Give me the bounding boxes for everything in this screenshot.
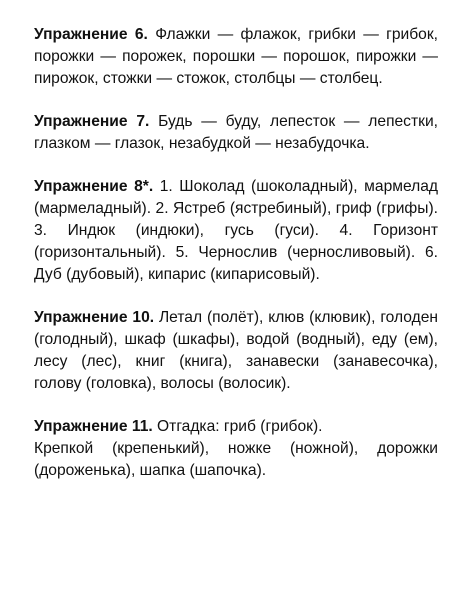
exercise-10-title: Упражнение 10.	[34, 309, 155, 326]
exercise-7-text: Будь — буду, лепесток — лепестки, глазком — глазок, незабудкой — незабудочка.	[34, 113, 438, 152]
exercise-6-text: Флажки — флажок, грибки — грибок, порожки — порожек, порошки — порошок, пирожки — пирожок, стожки — стожок, столбцы — столбец.	[34, 26, 438, 87]
exercise-8	[34, 176, 438, 286]
exercise-10-text: Летал (полёт), клюв (клювик), голоден (голодный), шкаф (шкафы), водой (водный), еду (ем), лесу (лес), книг (книга), занавески (занавесочка), голову (головка), волосы (волосик).	[34, 309, 438, 392]
exercise-6	[34, 24, 438, 90]
exercise-10	[34, 307, 438, 395]
exercise-7	[34, 111, 438, 155]
exercise-7-title: Упражнение 7.	[34, 113, 150, 130]
exercise-11	[34, 416, 438, 482]
exercise-6-title: Упражнение 6.	[34, 26, 148, 43]
exercise-8-text: 1. Шоколад (шоколадный), мармелад (мармеладный). 2. Ястреб (ястребиный), гриф (грифы). 3. Индюк (индюки), гусь (гуси). 4. Горизонт (горизонтальный). 5. Чернослив (черносливовый). 6. Дуб (дубовый), кипарис (кипарисовый).	[34, 178, 438, 283]
answer-page	[34, 24, 438, 482]
exercise-8-title: Упражнение 8*.	[34, 178, 154, 195]
exercise-11-extra-text: Крепкой (крепенький), ножке (ножной), дорожки (дороженька), шапка (шапочка).	[34, 440, 438, 479]
exercise-11-text: Отгадка: гриб (грибок).	[157, 418, 323, 435]
exercise-11-title: Упражнение 11.	[34, 418, 153, 435]
